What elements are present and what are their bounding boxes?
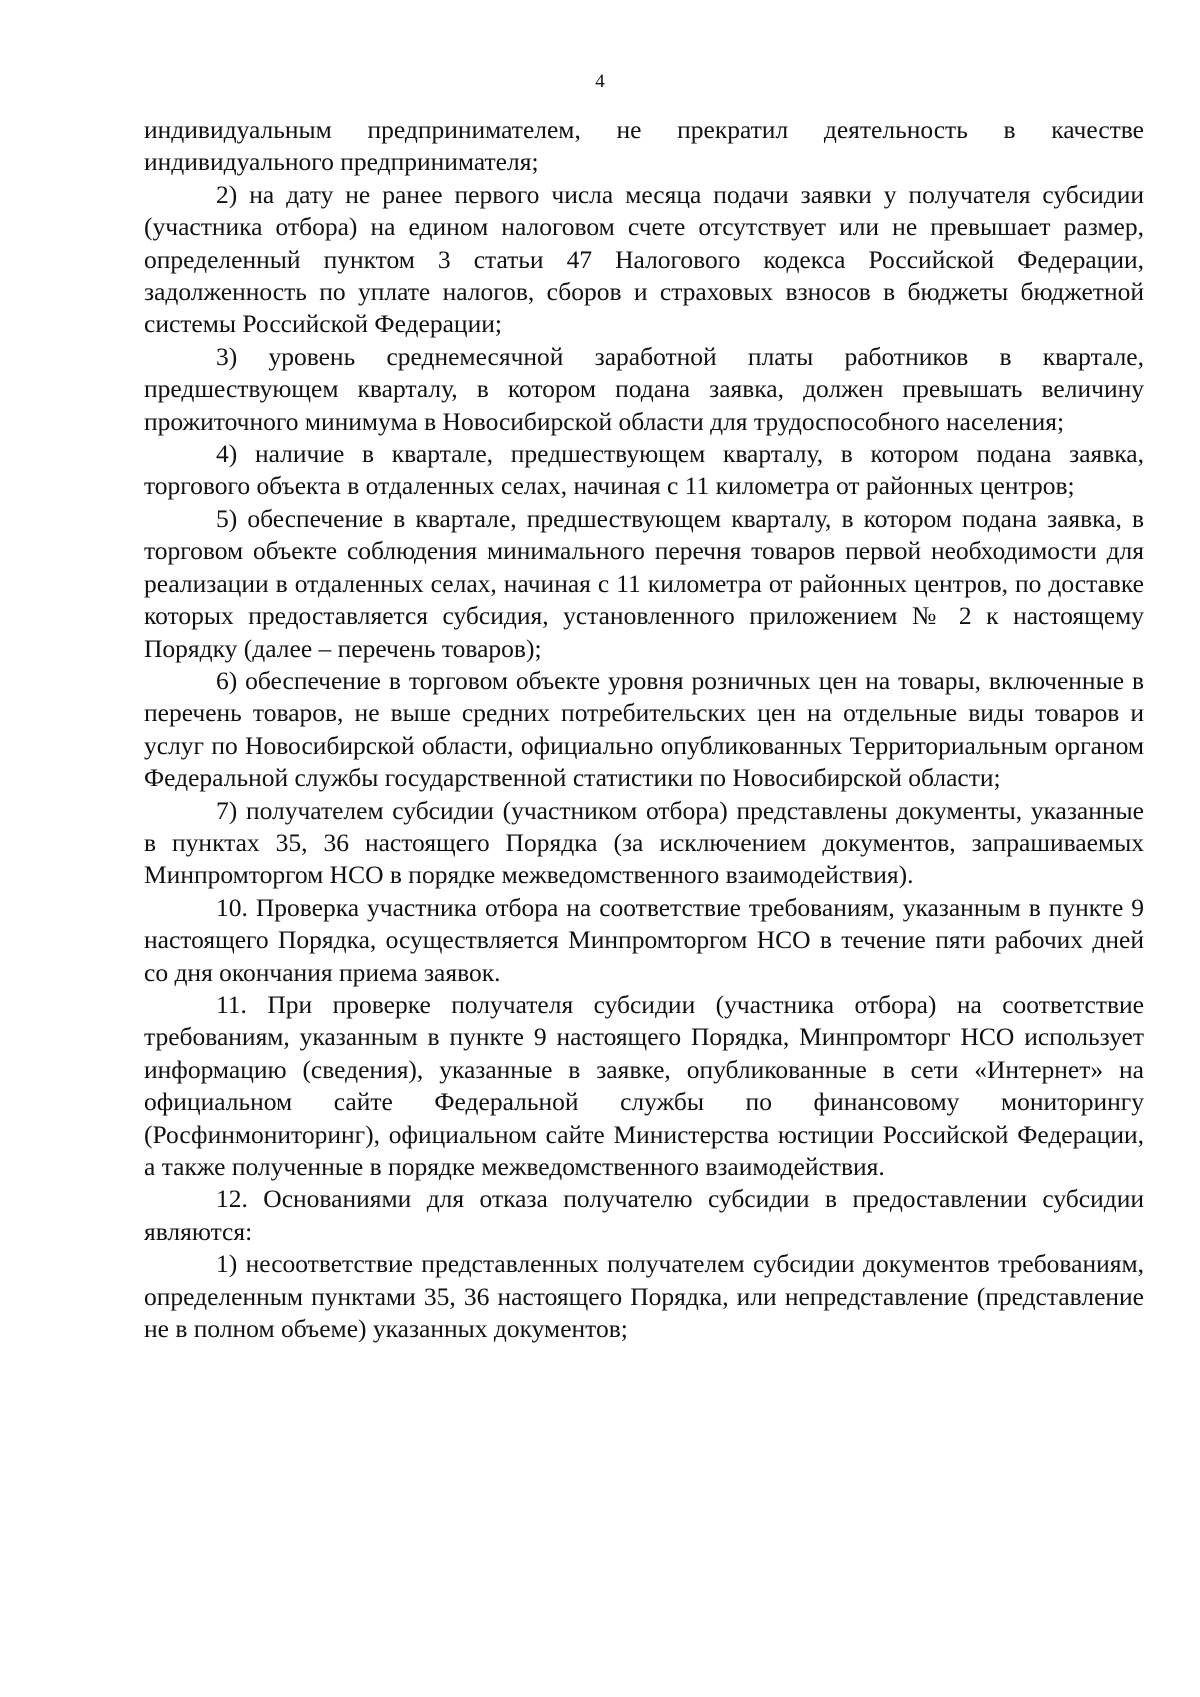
- paragraph-point-12: 12. Основаниями для отказа получателю субсидии в предоставлении субсидии являются:: [144, 1184, 1144, 1246]
- paragraph-point-11: 11. При проверке получателя субсидии (участника отбора) на соответствие требованиям, указанным в пункте 9 настоящего Порядка, Минпромторг НСО использует информацию (сведения), указанные в заявке, опубликованные в сети «Интернет» на официальном сайте Федеральной службы по финансовому мониторингу (Росфинмониторинг), официальном сайте Министерства юстиции Российской Федерации, а также полученные в порядке межведомственного взаимодействия.: [144, 989, 1144, 1181]
- page-number: 4: [595, 71, 605, 92]
- paragraph-item-5: 5) обеспечение в квартале, предшествующем кварталу, в котором подана заявка, в торговом объекте соблюдения минимального перечня товаров первой необходимости для реализации в отдаленных селах, начиная с 11 километра от районных центров, по доставке которых предоставляется субсидия, установленного приложением № 2 к настоящему Порядку (далее – перечень товаров);: [144, 503, 1144, 663]
- paragraph-item-3: 3) уровень среднемесячной заработной платы работников в квартале, предшествующем кварталу, в котором подана заявка, должен превышать величину прожиточного минимума в Новосибирской области для трудоспособного населения;: [144, 341, 1144, 436]
- paragraph-point-12-item-1: 1) несоответствие представленных получателем субсидии документов требованиям, определенным пунктами 35, 36 настоящего Порядка, или непредставление (представление не в полном объеме) указанных документов;: [144, 1249, 1144, 1344]
- paragraph-item-7: 7) получателем субсидии (участником отбора) представлены документы, указанные в пунктах 35, 36 настоящего Порядка (за исключением документов, запрашиваемых Минпромторгом НСО в порядке межведомственного взаимодействия).: [144, 795, 1144, 890]
- paragraph-continuation: индивидуальным предпринимателем, не прекратил деятельность в качестве индивидуального предпринимателя;: [144, 115, 1144, 177]
- paragraph-item-6: 6) обеспечение в торговом объекте уровня розничных цен на товары, включенные в перечень товаров, не выше средних потребительских цен на отдельные виды товаров и услуг по Новосибирской области, официально опубликованных Территориальным органом Федеральной службы государственной статистики по Новосибирской области;: [144, 665, 1144, 793]
- document-body: [144, 114, 1144, 1345]
- paragraph-item-2: 2) на дату не ранее первого числа месяца подачи заявки у получателя субсидии (участника отбора) на едином налоговом счете отсутствует или не превышает размер, определенный пунктом 3 статьи 47 Налогового кодекса Российской Федерации, задолженность по уплате налогов, сборов и страховых взносов в бюджеты бюджетной системы Российской Федерации;: [144, 179, 1144, 339]
- paragraph-point-10: 10. Проверка участника отбора на соответствие требованиям, указанным в пункте 9 настоящего Порядка, осуществляется Минпромторгом НСО в течение пяти рабочих дней со дня окончания приема заявок.: [144, 892, 1144, 987]
- paragraph-item-4: 4) наличие в квартале, предшествующем кварталу, в котором подана заявка, торгового объекта в отдаленных селах, начиная с 11 километра от районных центров;: [144, 439, 1144, 501]
